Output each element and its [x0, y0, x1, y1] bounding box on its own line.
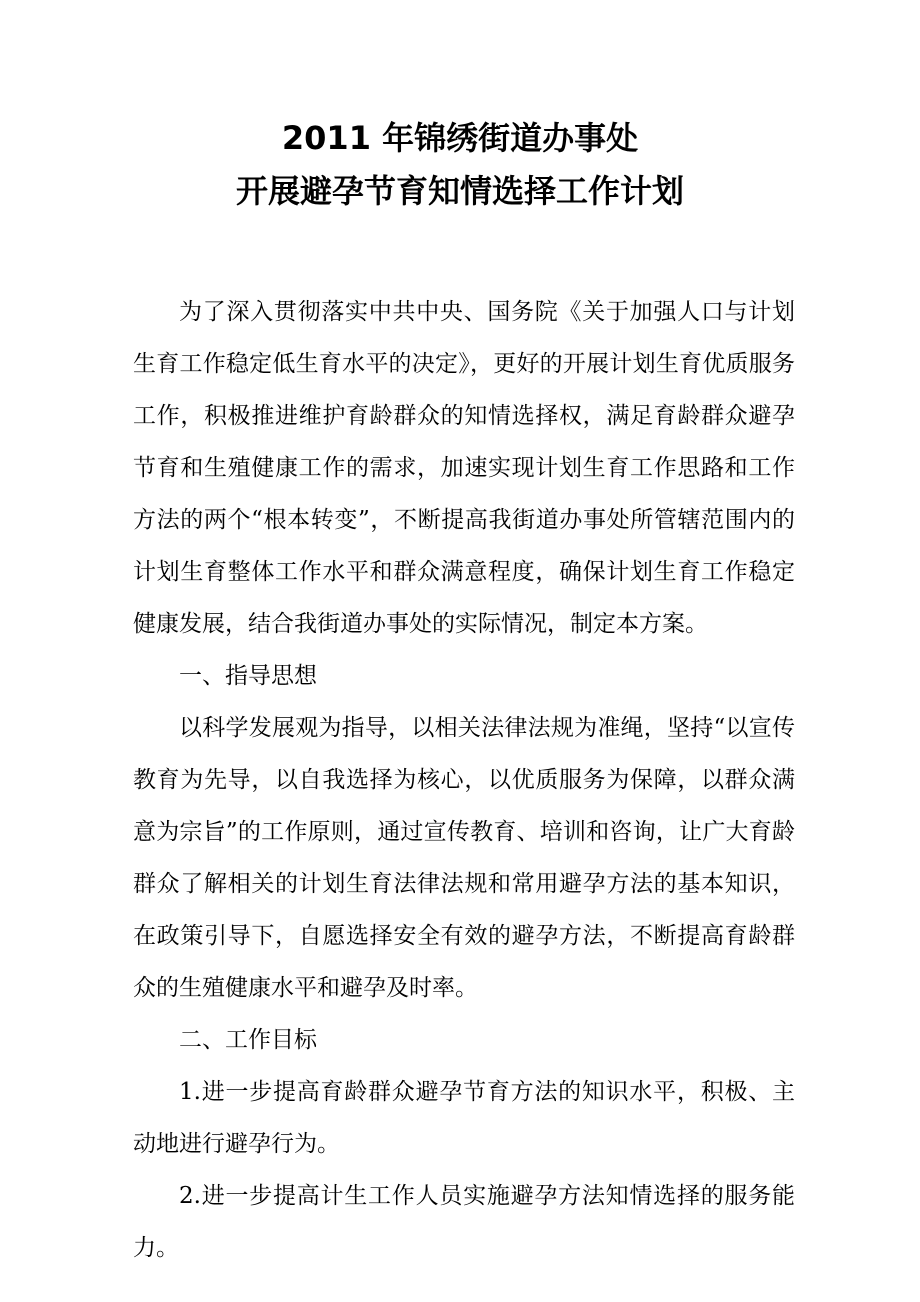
section-heading-work-goals: 二、工作目标 [179, 1027, 317, 1053]
section-heading-guiding-thought: 一、指导思想 [179, 663, 317, 689]
goal-item-2: 2.进一步提高计生工作人员实施避孕方法知情选择的服务能力。 [133, 1183, 795, 1261]
guiding-thought-paragraph: 以科学发展观为指导，以相关法律法规为准绳，坚持“以宣传教育为先导，以自我选择为核心，以优质服务为保障，以群众满意为宗旨”的工作原则，通过宣传教育、培训和咨询，让广大育龄群众了解相关的计划生育法律法规和常用避孕方法的基本知识，在政策引导下，自愿选择安全有效的避孕方法，不断提高育龄群众的生殖健康水平和避孕及时率。 [133, 715, 795, 1001]
intro-paragraph: 为了深入贯彻落实中共中央、国务院《关于加强人口与计划生育工作稳定低生育水平的决定》，更好的开展计划生育优质服务工作，积极推进维护育龄群众的知情选择权，满足育龄群众避孕节育和生殖健康工作的需求，加速实现计划生育工作思路和工作方法的两个“根本转变”，不断提高我街道办事处所管辖范围内的计划生育整体工作水平和群众满意程度，确保计划生育工作稳定健康发展，结合我街道办事处的实际情况，制定本方案。 [133, 299, 795, 637]
document-body [133, 286, 795, 1274]
title-line-2: 开展避孕节育知情选择工作计划 [235, 172, 684, 210]
goal-item-1: 1.进一步提高育龄群众避孕节育方法的知识水平，积极、主动地进行避孕行为。 [133, 1079, 795, 1157]
title-line-1: 2011 年锦绣街道办事处 [281, 119, 639, 157]
document-title [0, 112, 920, 218]
